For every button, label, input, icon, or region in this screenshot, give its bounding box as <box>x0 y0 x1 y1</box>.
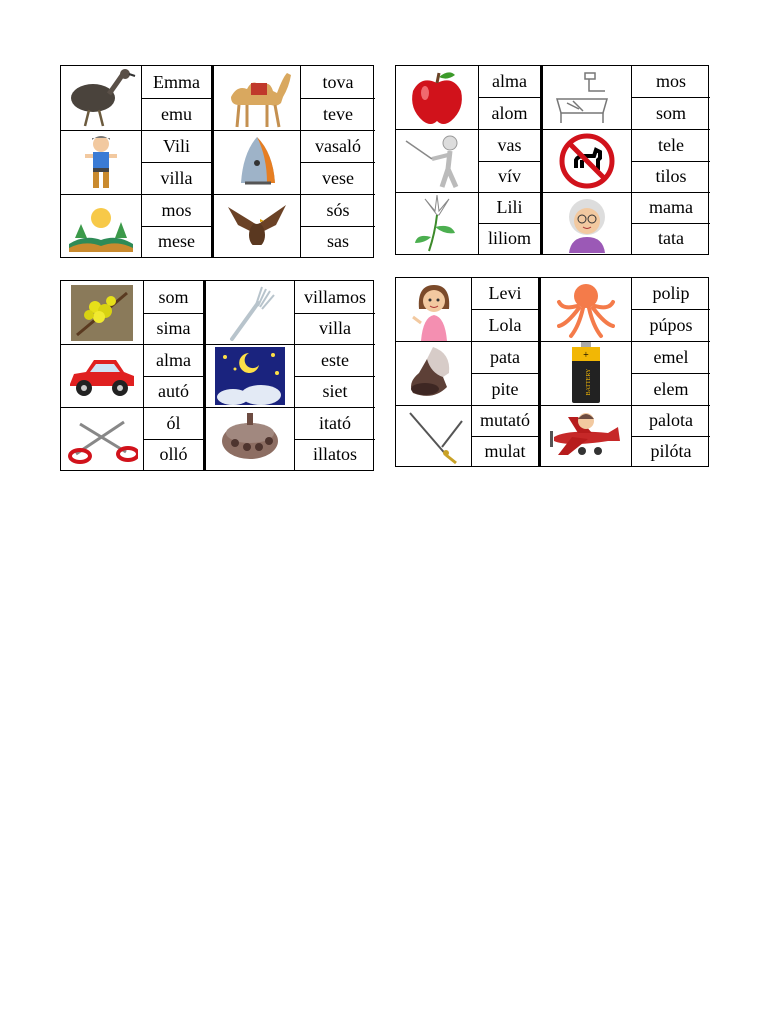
word: vív <box>478 161 540 192</box>
word: teve <box>300 98 375 130</box>
divider <box>141 226 211 227</box>
word: Lili <box>478 192 540 223</box>
pilot-plane-icon <box>541 405 631 466</box>
divider <box>471 436 538 437</box>
word: palota <box>631 405 710 436</box>
word: som <box>631 97 710 129</box>
car-icon <box>61 344 143 407</box>
divider <box>396 341 710 342</box>
word: pilóta <box>631 436 710 466</box>
word: este <box>294 344 375 376</box>
divider <box>471 373 538 374</box>
divider <box>396 405 710 406</box>
word: autó <box>143 376 203 407</box>
divider <box>294 439 375 440</box>
divider <box>61 407 375 408</box>
word: púpos <box>631 309 710 341</box>
svg-text:+: + <box>583 350 589 361</box>
word: itató <box>294 407 375 439</box>
word: vas <box>478 129 540 161</box>
battery-label: BATTERY <box>586 368 592 396</box>
word: pata <box>471 341 538 373</box>
divider <box>631 161 710 162</box>
divider <box>396 192 710 193</box>
night-sky-icon <box>206 344 294 407</box>
boy-icon <box>61 130 141 194</box>
bird-feeder-icon <box>206 407 294 470</box>
word: villa <box>294 313 375 344</box>
divider <box>143 313 203 314</box>
word: mese <box>141 226 211 257</box>
apple-icon <box>396 66 478 129</box>
word: olló <box>143 439 203 470</box>
word: emel <box>631 341 710 373</box>
card-3 <box>60 280 374 471</box>
card-4 <box>395 277 709 467</box>
divider <box>478 161 540 162</box>
divider <box>631 309 710 310</box>
word: emu <box>141 98 211 130</box>
octopus-icon <box>541 278 631 341</box>
battery-icon <box>541 341 631 405</box>
word: mos <box>631 66 710 97</box>
word: tata <box>631 223 710 254</box>
word: sas <box>300 226 375 257</box>
storybook-icon <box>61 194 141 257</box>
word: ól <box>143 407 203 439</box>
grandma-icon <box>543 192 631 254</box>
emu-icon <box>61 66 141 130</box>
card-2 <box>395 65 709 255</box>
fencer-icon <box>396 129 478 192</box>
word: polip <box>631 278 710 309</box>
word: Lola <box>471 309 538 341</box>
divider <box>631 97 710 98</box>
divider <box>61 194 375 195</box>
iron-icon <box>214 130 300 194</box>
word: alom <box>478 97 540 129</box>
divider <box>143 439 203 440</box>
word: villa <box>141 162 211 194</box>
word: villamos <box>294 281 375 313</box>
divider <box>300 162 375 163</box>
word: mos <box>141 194 211 226</box>
divider <box>61 130 375 131</box>
word: vese <box>300 162 375 194</box>
divider <box>300 98 375 99</box>
word: tele <box>631 129 710 161</box>
word: mama <box>631 192 710 223</box>
divider <box>471 309 538 310</box>
card-1 <box>60 65 374 258</box>
clock-hands-icon <box>396 405 471 466</box>
divider <box>631 223 710 224</box>
lily-icon <box>396 192 478 254</box>
column-separator <box>211 66 214 257</box>
word: sós <box>300 194 375 226</box>
word: alma <box>478 66 540 97</box>
word: siet <box>294 376 375 407</box>
cornel-flower-icon <box>61 281 143 344</box>
word: mulat <box>471 436 538 466</box>
word: tilos <box>631 161 710 192</box>
divider <box>141 162 211 163</box>
word: illatos <box>294 439 375 470</box>
word: vasaló <box>300 130 375 162</box>
column-separator <box>538 278 541 466</box>
word: Vili <box>141 130 211 162</box>
divider <box>294 376 375 377</box>
word: som <box>143 281 203 313</box>
divider <box>478 223 540 224</box>
column-separator <box>540 66 543 254</box>
word: elem <box>631 373 710 405</box>
no-dogs-sign-icon <box>543 129 631 192</box>
divider <box>631 373 710 374</box>
divider <box>396 129 710 130</box>
word: tova <box>300 66 375 98</box>
word: mutató <box>471 405 538 436</box>
word: Emma <box>141 66 211 98</box>
sink-icon <box>543 66 631 129</box>
word: Levi <box>471 278 538 309</box>
divider <box>631 436 710 437</box>
divider <box>143 376 203 377</box>
scissors-icon <box>61 407 143 470</box>
fork-icon <box>206 281 294 344</box>
column-separator <box>203 281 206 470</box>
word: pite <box>471 373 538 405</box>
divider <box>300 226 375 227</box>
word: alma <box>143 344 203 376</box>
word: liliom <box>478 223 540 254</box>
camel-icon <box>214 66 300 130</box>
divider <box>294 313 375 314</box>
girl-icon <box>396 278 471 341</box>
divider <box>141 98 211 99</box>
eagle-icon <box>214 194 300 257</box>
divider <box>478 97 540 98</box>
word: sima <box>143 313 203 344</box>
hoof-icon <box>396 341 471 405</box>
divider <box>61 344 375 345</box>
